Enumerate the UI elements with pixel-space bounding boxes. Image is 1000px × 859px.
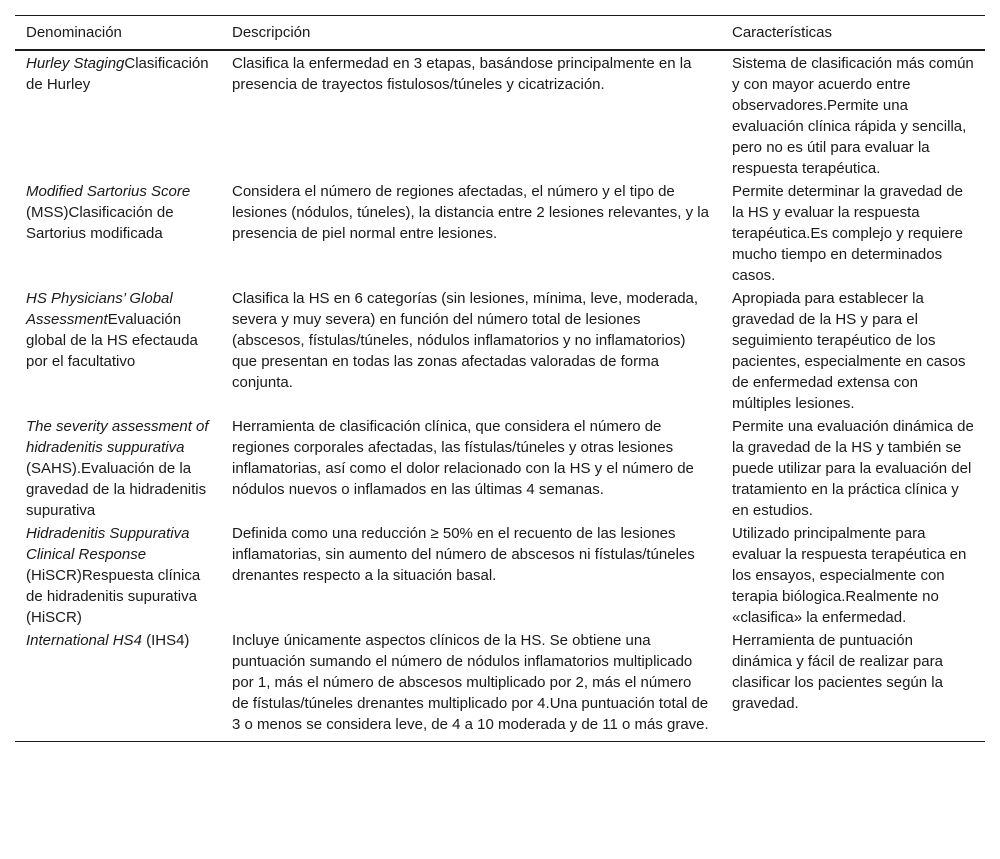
name-rest: (HiSCR)Respuesta clínica de hidradenitis supurativa (HiSCR) — [26, 567, 201, 626]
name-rest: Evaluación global de la HS efectauda por el facultativo — [26, 311, 198, 370]
name-rest: (MSS)Clasificación de Sartorius modificada — [26, 204, 174, 242]
cell-descripcion: Clasifica la enfermedad en 3 etapas, basándose principalmente en la presencia de trayectos fistulosos/túneles y cicatrización. — [232, 55, 692, 93]
header-denominacion: Denominación — [26, 24, 122, 41]
name-italic: Modified Sartorius Score — [26, 183, 191, 200]
header-caracteristicas: Características — [732, 24, 833, 41]
table-row — [15, 521, 985, 628]
table-body — [15, 50, 985, 742]
name-rest: (IHS4) — [141, 632, 190, 649]
cell-denominacion — [15, 286, 221, 414]
name-italic: HS Physicians’ Global Assessment — [26, 290, 173, 328]
name-rest: (SAHS).Evaluación de la gravedad de la hidradenitis supurativa — [26, 460, 207, 519]
cell-descripcion: Clasifica la HS en 6 categorías (sin lesiones, mínima, leve, moderada, severa y muy severa) en función del número total de lesiones (abscesos, fístulas/túneles, nódulos inflamatorios y no inflamatorios) que presentan en todas las zonas afectadas valoradas de forma conjunta. — [232, 290, 699, 391]
hs-classification-table — [15, 15, 985, 742]
table-row — [15, 286, 985, 414]
cell-denominacion — [15, 50, 221, 179]
cell-descripcion: Herramienta de clasificación clínica, que considera el número de regiones corporales afectadas, las fístulas/túneles y otras lesiones inflamatorias, así como el dolor relacionado con la HS y el número de nódulos nuevos o inflamados en las últimas 4 semanas. — [232, 418, 694, 498]
cell-denominacion — [15, 628, 221, 742]
header-row — [15, 16, 985, 51]
table-row — [15, 628, 985, 742]
cell-caracteristicas: Permite una evaluación dinámica de la gravedad de la HS y también se puede utilizar para la evaluación del tratamiento en la práctica clínica y en estudios. — [732, 418, 974, 519]
cell-denominacion — [15, 521, 221, 628]
table-row — [15, 414, 985, 521]
cell-caracteristicas: Apropiada para establecer la gravedad de la HS y para el seguimiento terapéutico de los pacientes, especialmente en casos de enfermedad extensa con múltiples lesiones. — [732, 290, 966, 412]
table-header — [15, 16, 985, 51]
name-italic: The severity assessment of hidradenitis suppurativa — [26, 418, 209, 456]
cell-caracteristicas: Permite determinar la gravedad de la HS y evaluar la respuesta terapéutica.Es complejo y requiere mucho tiempo en determinados casos. — [732, 183, 963, 284]
header-descripcion: Descripción — [232, 24, 311, 41]
cell-descripcion: Incluye únicamente aspectos clínicos de la HS. Se obtiene una puntuación sumando el número de nódulos inflamatorios multiplicado por 1, más el número de abscesos multiplicado por 2, más el número de fístulas/túneles drenantes multiplicado por 4.Una puntuación total de 3 o menos se considera leve, de 4 a 10 moderada y de 11 o más grave. — [232, 632, 709, 733]
table-row — [15, 50, 985, 179]
name-italic: Hurley Staging — [26, 55, 125, 72]
cell-caracteristicas: Herramienta de puntuación dinámica y fácil de realizar para clasificar los pacientes según la gravedad. — [732, 632, 943, 712]
name-italic: International HS4 — [26, 632, 142, 649]
cell-caracteristicas: Utilizado principalmente para evaluar la respuesta terapéutica en los ensayos, especialmente con terapia biólogica.Realmente no «clasifica» la enfermedad. — [732, 525, 967, 626]
cell-caracteristicas: Sistema de clasificación más común y con mayor acuerdo entre observadores.Permite una evaluación clínica rápida y sencilla, pero no es útil para evaluar la respuesta terapéutica. — [732, 55, 974, 177]
name-italic: Hidradenitis Suppurativa Clinical Response — [26, 525, 190, 563]
cell-descripcion: Considera el número de regiones afectadas, el número y el tipo de lesiones (nódulos, túneles), la distancia entre 2 lesiones relevantes, y la presencia de piel normal entre lesiones. — [232, 183, 709, 242]
cell-denominacion — [15, 414, 221, 521]
cell-denominacion — [15, 179, 221, 286]
name-rest: Clasificación de Hurley — [26, 55, 209, 93]
table-row — [15, 179, 985, 286]
cell-descripcion: Definida como una reducción ≥ 50% en el recuento de las lesiones inflamatorias, sin aumento del número de abscesos ni fístulas/túneles drenantes respecto a la situación basal. — [232, 525, 695, 584]
classification-table-container — [15, 15, 985, 742]
